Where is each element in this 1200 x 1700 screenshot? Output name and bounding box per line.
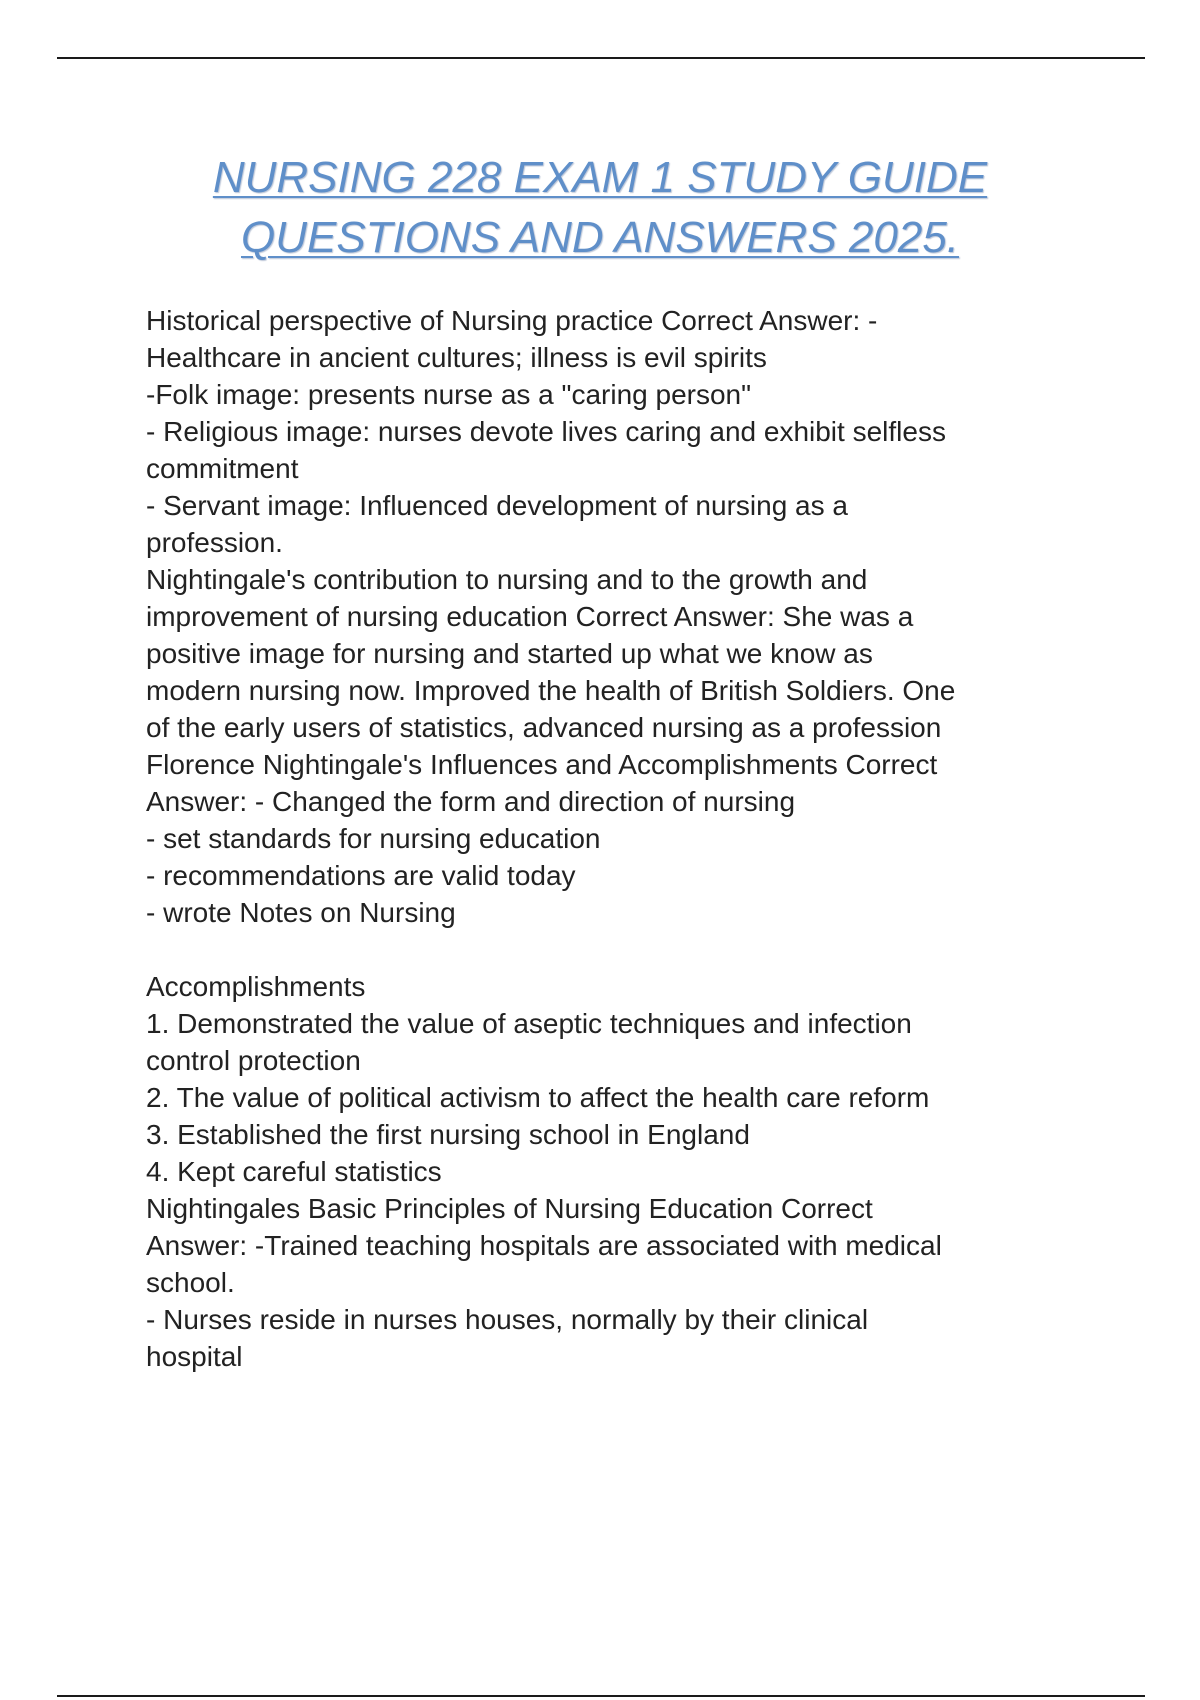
body-line: -Folk image: presents nurse as a "caring person" [146, 379, 752, 410]
body-line: Healthcare in ancient cultures; illness is evil spirits [146, 342, 767, 373]
bottom-rule [57, 1695, 1145, 1697]
body-line: - Religious image: nurses devote lives caring and exhibit selfless [146, 416, 946, 447]
title-line-1: NURSING 228 EXAM 1 STUDY GUIDE [212, 153, 988, 202]
body-line: hospital [146, 1341, 243, 1372]
body-line: improvement of nursing education Correct Answer: She was a [146, 601, 914, 632]
body-line: 3. Established the first nursing school in England [146, 1119, 750, 1150]
document-body [146, 302, 1096, 1375]
title-line-2: QUESTIONS AND ANSWERS 2025. [240, 213, 960, 262]
body-line: modern nursing now. Improved the health of British Soldiers. One [146, 675, 956, 706]
body-line: Answer: -Trained teaching hospitals are associated with medical [146, 1230, 942, 1261]
body-line: Nightingale's contribution to nursing and to the growth and [146, 564, 868, 595]
body-line: Answer: - Changed the form and direction of nursing [146, 786, 796, 817]
body-line: 1. Demonstrated the value of aseptic techniques and infection [146, 1008, 912, 1039]
section-heading-accomplishments: Accomplishments [146, 971, 366, 1002]
body-line: - recommendations are valid today [146, 860, 576, 891]
body-line: - wrote Notes on Nursing [146, 897, 456, 928]
top-rule [57, 57, 1145, 59]
body-line: - Servant image: Influenced development of nursing as a [146, 490, 848, 521]
body-line: profession. [146, 527, 283, 558]
body-line: 2. The value of political activism to affect the health care reform [146, 1082, 930, 1113]
blank-line [146, 931, 1096, 968]
body-line: of the early users of statistics, advanced nursing as a profession [146, 712, 942, 743]
body-line: Florence Nightingale's Influences and Accomplishments Correct [146, 749, 938, 780]
body-line: - Nurses reside in nurses houses, normally by their clinical [146, 1304, 869, 1335]
body-line: positive image for nursing and started up what we know as [146, 638, 873, 669]
body-line: Historical perspective of Nursing practice Correct Answer: - [146, 305, 878, 336]
body-line: 4. Kept careful statistics [146, 1156, 442, 1187]
body-line: - set standards for nursing education [146, 823, 601, 854]
document-title [100, 148, 1100, 268]
body-line: school. [146, 1267, 235, 1298]
body-line: Nightingales Basic Principles of Nursing Education Correct [146, 1193, 873, 1224]
body-line: commitment [146, 453, 299, 484]
body-line: control protection [146, 1045, 361, 1076]
